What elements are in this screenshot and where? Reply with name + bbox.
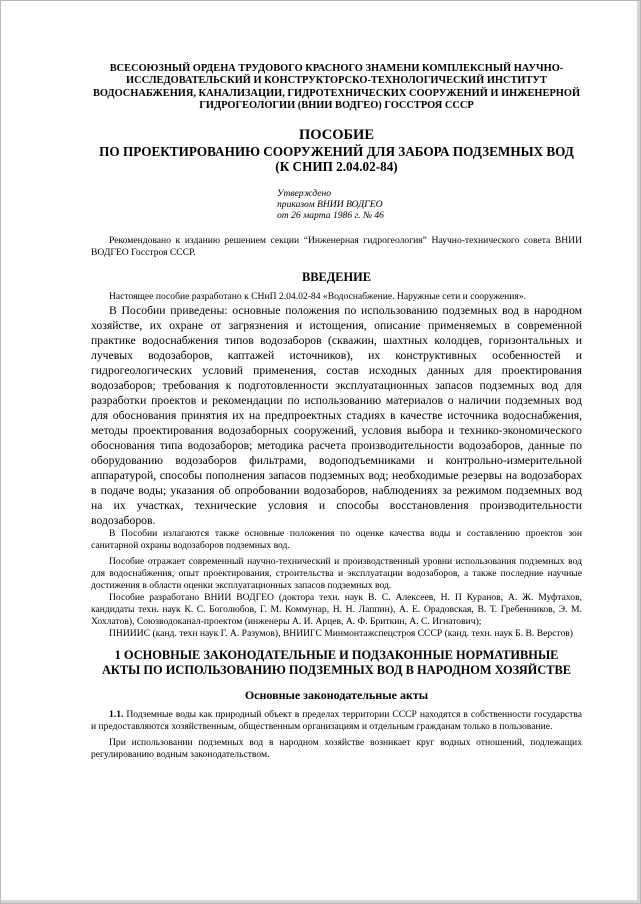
approval-block bbox=[277, 188, 582, 222]
org-line: ВОДОСНАБЖЕНИЯ, КАНАЛИЗАЦИИ, ГИДРОТЕХНИЧЕСКИХ СООРУЖЕНИЙ И ИНЖЕНЕРНОЙ bbox=[92, 87, 581, 99]
intro-paragraph: ПНИИИС (канд. техн наук Г. А. Разумов), ВНИИГС Минмонтажспецстроя СССР (канд. техн. наук Б. В. Верстов) bbox=[109, 628, 573, 640]
document-title: ПОСОБИЕ bbox=[298, 126, 375, 143]
paragraph-text: Подземные воды как природный объект в пределах территории СССР находятся в собственности государства и предоставляются хозяйственным, общественным организациям и отдельным гражданам только в пользование. bbox=[91, 709, 582, 733]
section-heading-line: АКТЫ ПО ИСПОЛЬЗОВАНИЮ ПОДЗЕМНЫХ ВОД В НАРОДНОМ ХОЗЯЙСТВЕ bbox=[101, 663, 572, 678]
subtitle-line: (К СНИП 2.04.02-84) bbox=[275, 158, 398, 174]
subtitle-line: ПО ПРОЕКТИРОВАНИЮ СООРУЖЕНИЙ ДЛЯ ЗАБОРА ПОДЗЕМНЫХ ВОД bbox=[99, 143, 574, 159]
intro-paragraph: Настоящее пособие разработано к СНиП 2.04.02-84 «Водоснабжение. Наружные сети и сооружения». bbox=[109, 291, 527, 303]
section-paragraph bbox=[91, 709, 582, 733]
org-line: ВСЕСОЮЗНЫЙ ОРДЕНА ТРУДОВОГО КРАСНОГО ЗНАМЕНИ КОМПЛЕКСНЫЙ НАУЧНО- bbox=[109, 63, 564, 74]
org-line: ИССЛЕДОВАТЕЛЬСКИЙ И КОНСТРУКТОРСКО-ТЕХНОЛОГИЧЕСКИЙ ИНСТИТУТ bbox=[125, 75, 547, 87]
paragraph-number: 1.1. bbox=[109, 709, 124, 721]
intro-paragraph: Пособие отражает современный научно-технический и производственный уровни использования подземных вод для водоснабжения, опыт проектирования, строительства и эксплуатации водозаборов, а также последние научные достижения в области оценки эксплуатационных запасов подземных вод. bbox=[91, 556, 582, 592]
intro-heading: ВВЕДЕНИЕ bbox=[301, 270, 372, 285]
approval-line: от 26 марта 1986 г. № 46 bbox=[277, 210, 384, 222]
intro-paragraph: В Пособии приведены: основные положения по использованию подземных вод в народном хозяйстве, их охране от загрязнения и истощения, описание применяемых в современной практике водоснабжения типов водозаборов (скважин, шахтных колодцев, горизонтальных и лучевых водозаборов, каптажей источников), их конструктивных особенностей и гидрогеологических условий применения, состав исходных данных для проектирования водозаборов; требования к подготовленности эксплуатационных запасов подземных вод для разработки проектов и рекомендации по использованию материалов о наличии подземных вод для обоснования принятия их на предпроектных стадиях в качестве источника водоснабжения, методы проектирования водозаборных сооружений, условия выбора и технико-экономического обоснования типа водозаборов; методика расчета производительности водозаборов, данные по оборудованию водозаборов фильтрами, водоподъемниками и контрольно-измерительной аппаратурой, способы пополнения запасов подземных вод; необходимые резервы на водозаборах в подаче воды; указания об опробовании водозаборов, наблюдениях за режимом подземных вод на их участках, технические условия и способы восстановления производительности водозаборов. bbox=[91, 304, 582, 528]
subsection-heading: Основные законодательные акты bbox=[244, 688, 429, 703]
section-heading-line: 1 ОСНОВНЫЕ ЗАКОНОДАТЕЛЬНЫЕ И ПОДЗАКОННЫЕ НОРМАТИВНЫЕ bbox=[114, 648, 559, 663]
section-paragraph: При использовании подземных вод в народном хозяйстве возникает круг водных отношений, подлежащих регулированию водным законодательством. bbox=[91, 737, 582, 761]
section-heading bbox=[91, 648, 582, 678]
document-subtitle bbox=[91, 144, 582, 174]
approval-line: Утверждено bbox=[277, 187, 332, 199]
intro-paragraph: В Пособии излагаются также основные положения по оценке качества воды и составлению проектов зон санитарной охраны водозаборов подземных вод. bbox=[91, 528, 582, 552]
approval-line: приказом ВНИИ ВОДГЕО bbox=[277, 198, 383, 210]
organization-name bbox=[91, 63, 582, 113]
intro-paragraph: Пособие разработано ВНИИ ВОДГЕО (доктора техн. наук В. С. Алексеев, Н. П Куранов, А. Ж. Муфтахов, кандидаты техн. наук К. С. Боголюбов, Г. М. Коммунар, Н. Н. Лаппин), А. Е. Орадовская, В. Т. Гребенников, Э. М. Хохлатов), Союзводоканал-проектом (инженеры А. И. Арцев, А. Ф. Бриткин, А. С. Игнатович); bbox=[91, 592, 582, 628]
recommendation-note: Рекомендовано к изданию решением секции “Инженерная гидрогеология” Научно-технического совета ВНИИ ВОДГЕО Госстроя СССР. bbox=[91, 235, 582, 259]
org-line: ГИДРОГЕОЛОГИИ (ВНИИ ВОДГЕО) ГОССТРОЯ СССР bbox=[199, 100, 474, 112]
